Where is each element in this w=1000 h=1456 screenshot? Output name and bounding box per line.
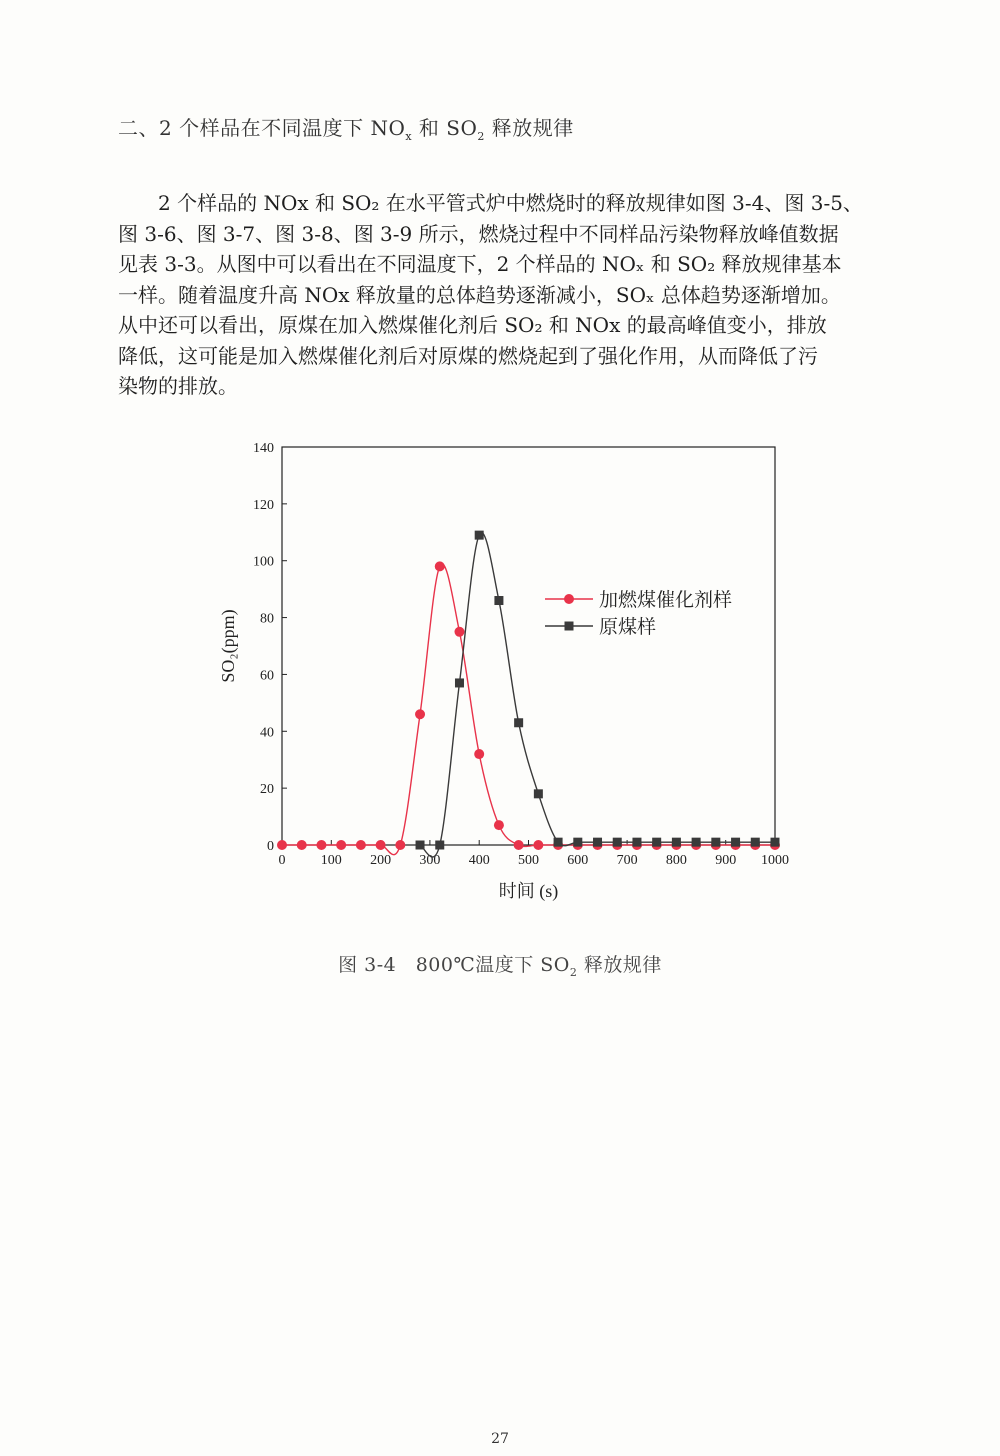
data-point-catalyst (277, 840, 287, 850)
paragraph-line: 染物的排放。 (118, 374, 238, 398)
y-tick-label: 40 (260, 725, 274, 741)
data-point-raw-coal (494, 596, 503, 605)
legend-label-raw-coal: 原煤样 (599, 617, 657, 638)
paragraph-line: 降低，这可能是加入燃煤催化剂后对原煤的燃烧起到了强化作用，从而降低了污 (118, 343, 818, 368)
x-tick-label: 1000 (761, 853, 789, 868)
so2-release-chart (200, 430, 820, 910)
data-point-raw-coal (731, 838, 740, 847)
y-tick-label: 20 (260, 782, 274, 798)
data-point-raw-coal (632, 838, 641, 847)
y-axis-label: SO₂(ppm) (218, 609, 238, 683)
data-point-raw-coal (593, 838, 602, 847)
paragraph-line: 2 个样品的 NOx 和 SO₂ 在水平管式炉中燃烧时的释放规律如图 3-4、图 3-5、 (158, 191, 863, 215)
data-point-raw-coal (416, 841, 425, 850)
paragraph-line: 图 3-6、图 3-7、图 3-8、图 3-9 所示，燃烧过程中不同样品污染物释放峰值数据 (118, 221, 839, 246)
x-tick-label: 600 (567, 853, 589, 868)
x-tick-label: 500 (518, 853, 539, 868)
legend-marker-raw-coal (565, 622, 574, 631)
data-point-catalyst (514, 840, 524, 850)
caption-suffix: 释放规律 (577, 954, 662, 976)
figure-caption (0, 950, 1000, 979)
x-axis-label: 时间 (s) (498, 881, 559, 901)
page-number: 27 (491, 1431, 509, 1447)
data-point-catalyst (454, 627, 464, 637)
data-point-raw-coal (435, 841, 444, 850)
data-point-raw-coal (554, 838, 563, 847)
x-tick-label: 900 (715, 853, 737, 868)
data-point-raw-coal (672, 838, 681, 847)
data-point-catalyst (297, 840, 307, 850)
heading-sub-2: 2 (477, 130, 485, 143)
data-point-raw-coal (455, 678, 464, 687)
caption-sub: 2 (569, 965, 578, 979)
data-point-raw-coal (613, 838, 622, 847)
data-point-catalyst (316, 840, 326, 850)
data-point-catalyst (533, 840, 543, 850)
data-point-raw-coal (692, 838, 701, 847)
x-tick-label: 300 (419, 853, 441, 868)
data-point-raw-coal (751, 838, 760, 847)
data-point-raw-coal (514, 718, 523, 727)
series-line-raw-coal (420, 533, 775, 857)
data-point-catalyst (376, 840, 386, 850)
heading-prefix: 二、2 个样品在不同温度下 NO (118, 116, 406, 140)
y-tick-label: 100 (253, 554, 274, 570)
data-point-catalyst (474, 749, 484, 759)
x-tick-label: 700 (616, 853, 638, 868)
plot-frame (282, 447, 775, 845)
y-tick-label: 140 (253, 441, 274, 456)
heading-sub-x: x (405, 130, 413, 143)
x-tick-label: 0 (278, 853, 286, 868)
paragraph-line: 一样。随着温度升高 NOx 释放量的总体趋势逐渐减小，SOₓ 总体趋势逐渐增加。 (118, 282, 841, 307)
data-point-raw-coal (711, 838, 720, 847)
legend-marker-catalyst (564, 594, 574, 604)
y-tick-label: 60 (260, 668, 274, 684)
x-tick-label: 100 (320, 853, 342, 868)
paragraph-line: 见表 3-3。从图中可以看出在不同温度下，2 个样品的 NOₓ 和 SO₂ 释放规律基本 (118, 252, 842, 276)
data-point-raw-coal (534, 789, 543, 798)
heading-suffix: 释放规律 (484, 116, 574, 140)
data-point-catalyst (415, 709, 425, 719)
data-point-catalyst (494, 820, 504, 830)
data-point-raw-coal (771, 838, 780, 847)
paragraph-line: 从中还可以看出，原煤在加入燃煤催化剂后 SO₂ 和 NOx 的最高峰值变小，排放 (118, 313, 827, 337)
data-point-catalyst (435, 561, 445, 571)
heading-mid: 和 SO (412, 116, 478, 140)
data-point-catalyst (356, 840, 366, 850)
x-tick-label: 200 (370, 853, 392, 868)
data-point-catalyst (336, 840, 346, 850)
y-tick-label: 120 (253, 497, 274, 513)
y-tick-label: 0 (267, 839, 274, 854)
x-tick-label: 400 (468, 853, 490, 868)
data-point-raw-coal (573, 838, 582, 847)
data-point-catalyst (395, 840, 405, 850)
section-heading (118, 112, 574, 143)
x-tick-label: 800 (665, 853, 687, 868)
y-tick-label: 80 (260, 611, 274, 627)
data-point-raw-coal (475, 531, 484, 540)
body-paragraph (118, 188, 898, 402)
caption-prefix: 图 3-4 800℃温度下 SO (338, 954, 570, 976)
legend-label-catalyst: 加燃煤催化剂样 (599, 590, 733, 611)
data-point-raw-coal (652, 838, 661, 847)
